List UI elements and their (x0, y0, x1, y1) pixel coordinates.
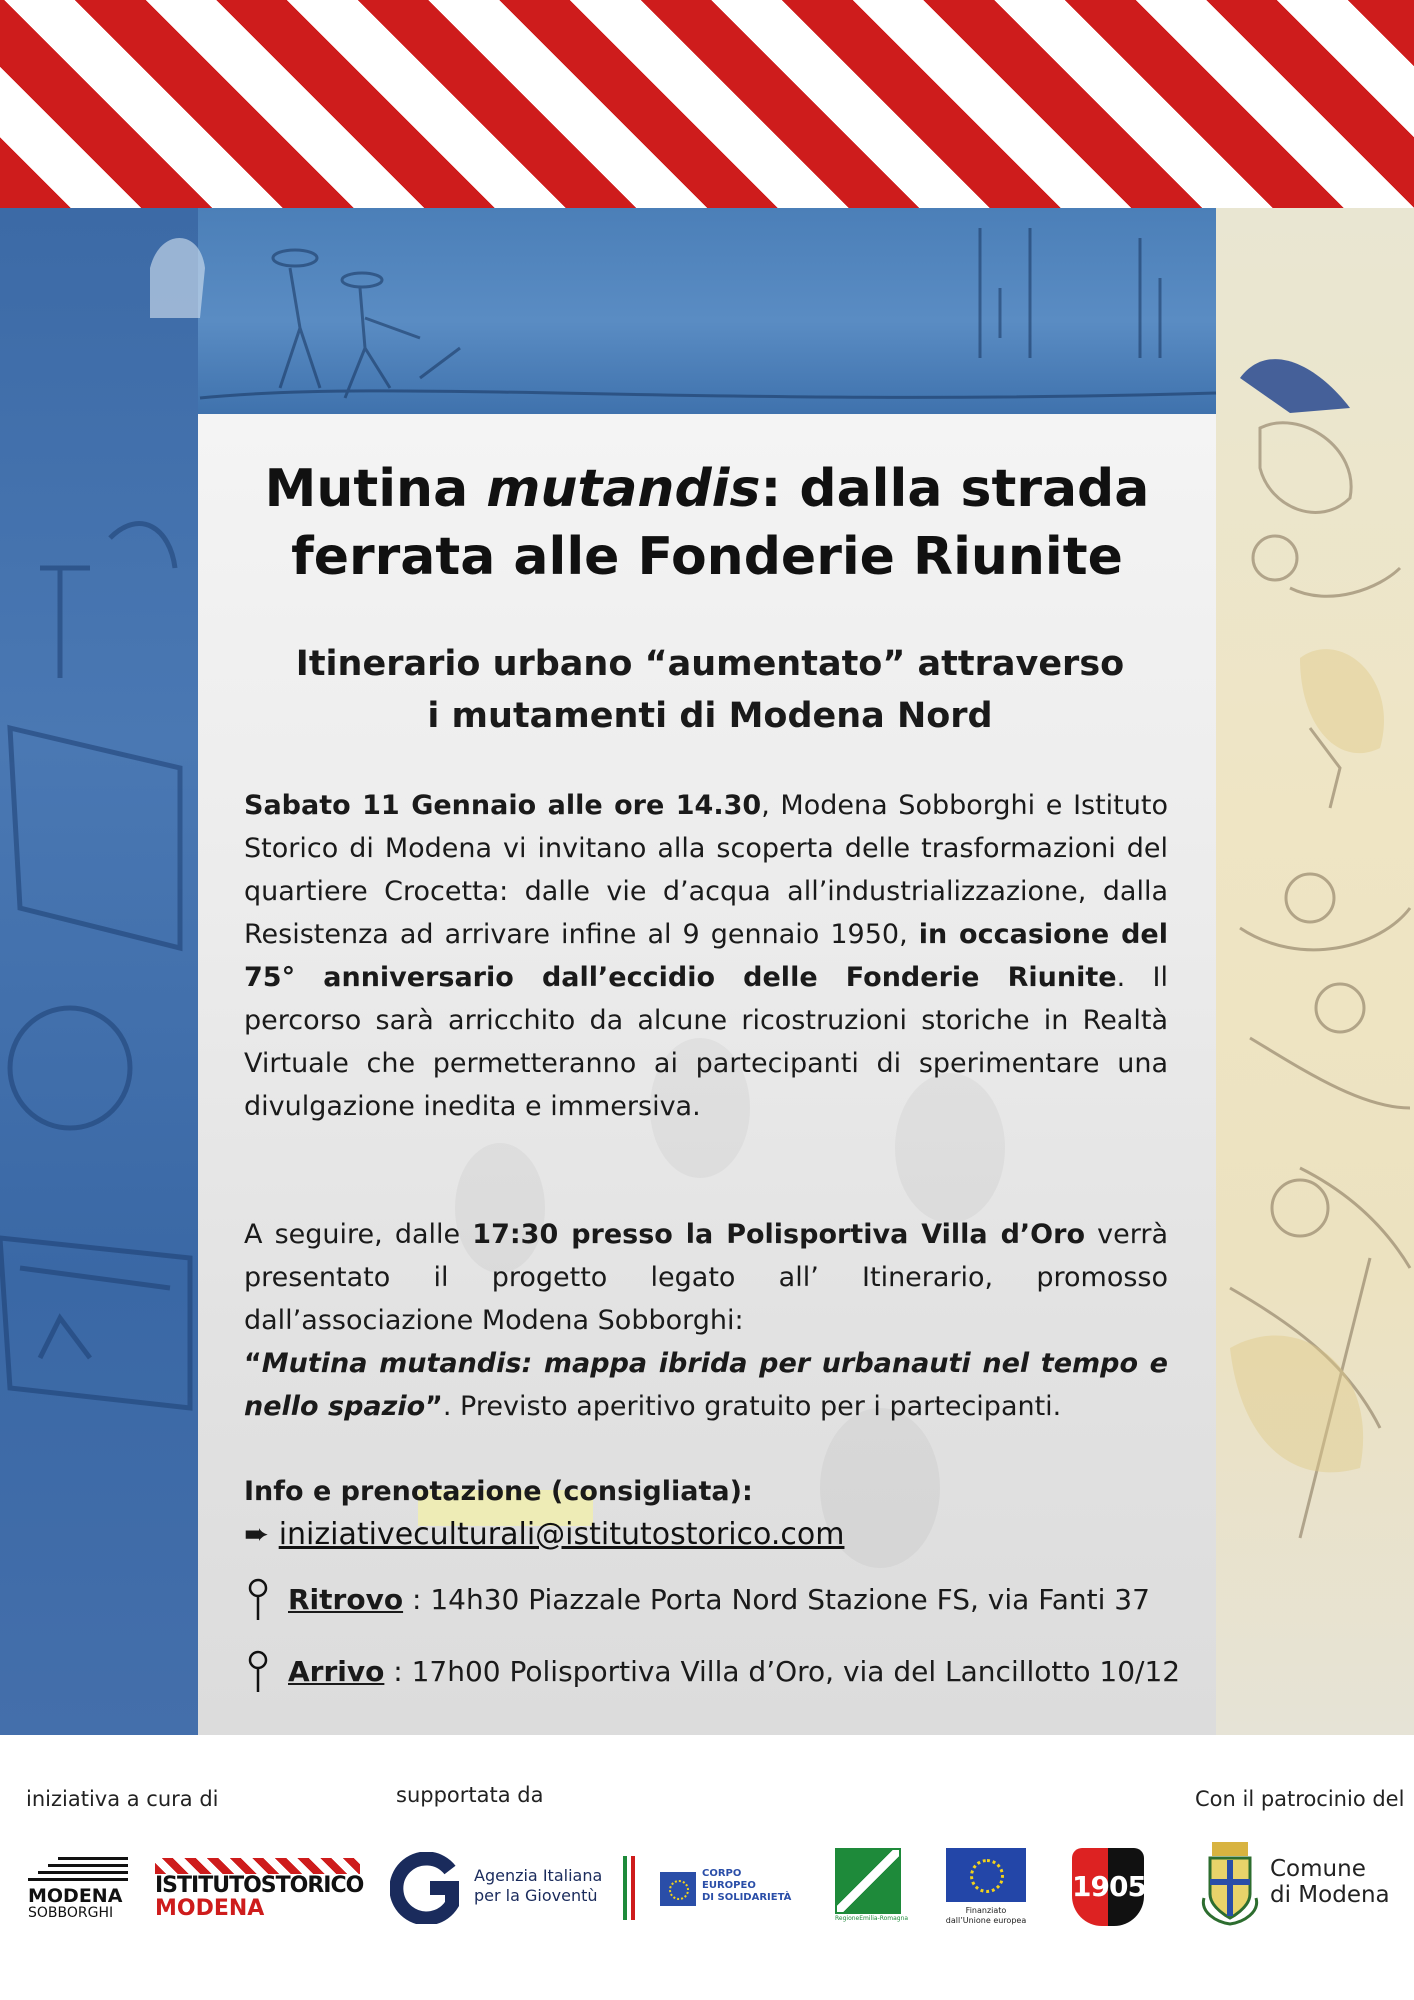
agenzia-logo-subtext: per la Gioventù (474, 1886, 598, 1905)
regione-emblem-icon (835, 1848, 901, 1914)
eu-logo-text-2: dall’Unione europea (945, 1916, 1027, 1925)
left-illustration-band (0, 208, 198, 1735)
meeting-text: : 14h30 Piazzale Porta Nord Stazione FS, via Fanti 37 (403, 1583, 1150, 1616)
patronage-label: Con il patrocinio del (1195, 1787, 1405, 1811)
comune-di-modena-logo (1196, 1838, 1396, 1926)
description-text-end: . Il percorso sarà arricchito da alcune ricostruzioni storiche in Realtà Virtuale che permetteranno ai partecipanti di sperimentare una divulgazione inedita e immersiva. (244, 962, 1168, 1122)
eu-logo-text-1: Finanziato (965, 1906, 1007, 1915)
followup-text-mid: verrà presentato il progetto legato all’ Itinerario, promosso dall’associazione Modena Sobborghi: (244, 1219, 1168, 1336)
corpo-logo-text-2: EUROPEO (702, 1880, 756, 1891)
eu-flag-icon (660, 1872, 696, 1906)
comune-logo-subtext: di Modena (1270, 1882, 1390, 1908)
description-text: , Modena Sobborghi e Istituto Storico di Modena vi invitano alla scoperta delle trasformazioni del quartiere Crocetta: dalle vie d’acqua all’industrializzazione, dalla Resistenza ad arrivare infine al 9 gennaio 1950, (244, 790, 1168, 950)
comune-logo-text: Comune (1270, 1856, 1366, 1882)
club-logo-text: 1905 (1072, 1870, 1146, 1903)
quote-close: ” (425, 1391, 443, 1422)
meeting-point (244, 1578, 1150, 1622)
arrow-icon: ➨ (244, 1517, 270, 1552)
club-1905-logo (1072, 1848, 1144, 1926)
email-row (244, 1513, 844, 1557)
event-subtitle (240, 638, 1180, 742)
subtitle-line-2: i mutamenti di Modena Nord (427, 696, 993, 736)
regione-logo-text: RegioneEmilia-Romagna (835, 1915, 909, 1922)
event-title (218, 455, 1196, 591)
followup-description (244, 1213, 1168, 1428)
eu-funded-logo (940, 1848, 1032, 1932)
meeting-label: Ritrovo (288, 1583, 404, 1616)
sobborghi-logo-text: MODENA (28, 1885, 123, 1907)
quote-open: “ (244, 1348, 262, 1379)
followup-text: A seguire, dalle (244, 1219, 473, 1250)
title-text-end: : dalla strada ferrata alle Fonderie Riunite (291, 459, 1150, 587)
istituto-logo-subtext: MODENA (155, 1896, 265, 1921)
modena-sobborghi-logo (28, 1857, 128, 1927)
istituto-storico-logo (155, 1858, 364, 1921)
curated-by-label: iniziativa a cura di (26, 1787, 219, 1811)
top-illustration-band (198, 208, 1216, 414)
corpo-europeo-logo (660, 1868, 800, 1910)
istituto-logo-text: ISTITUTOSTORICO (155, 1873, 364, 1898)
sobborghi-logo-subtext: SOBBORGHI (28, 1905, 114, 1921)
supported-by-label: supportata da (396, 1783, 544, 1807)
italian-flag-bar (623, 1856, 635, 1920)
anniversary-text: in occasione del 75° anniversario dall’eccidio delle Fonderie Riunite (244, 919, 1168, 993)
info-label: Info e prenotazione (consigliata): (244, 1476, 753, 1507)
corpo-logo-text-3: DI SOLIDARIETÀ (702, 1892, 792, 1903)
regione-emilia-romagna-logo (835, 1848, 909, 1930)
corpo-logo-text-1: CORPO (702, 1868, 742, 1879)
agenzia-g-icon (390, 1852, 466, 1924)
subtitle-line-1: Itinerario urbano “aumentato” attraverso (295, 644, 1125, 684)
striped-barrier-banner (0, 0, 1414, 208)
right-illustration-band (1216, 208, 1414, 1735)
coat-of-arms-icon (1196, 1838, 1264, 1926)
agenzia-logo-text: Agenzia Italiana (474, 1866, 603, 1885)
title-italic-text: mutandis (486, 459, 761, 519)
arrival-label: Arrivo (288, 1655, 385, 1688)
followup-text-end: . Previsto aperitivo gratuito per i partecipanti. (442, 1391, 1062, 1422)
title-text: Mutina (264, 459, 487, 519)
followup-time-place: 17:30 presso la Polisportiva Villa d’Oro (472, 1219, 1085, 1250)
date-time: Sabato 11 Gennaio alle ore 14.30 (244, 790, 762, 821)
email-link[interactable]: iniziativeculturali@istitutostorico.com (278, 1517, 845, 1552)
pin-icon (244, 1578, 272, 1622)
event-description (244, 784, 1168, 1128)
arrival-point (244, 1650, 1180, 1694)
project-name: Mutina mutandis: mappa ibrida per urbanauti nel tempo e nello spazio (244, 1348, 1168, 1422)
agenzia-gioventu-logo (390, 1852, 610, 1924)
arrival-text: : 17h00 Polisportiva Villa d’Oro, via del Lancillotto 10/12 (384, 1655, 1181, 1688)
eu-flag-icon (946, 1848, 1026, 1902)
pin-icon (244, 1650, 272, 1694)
